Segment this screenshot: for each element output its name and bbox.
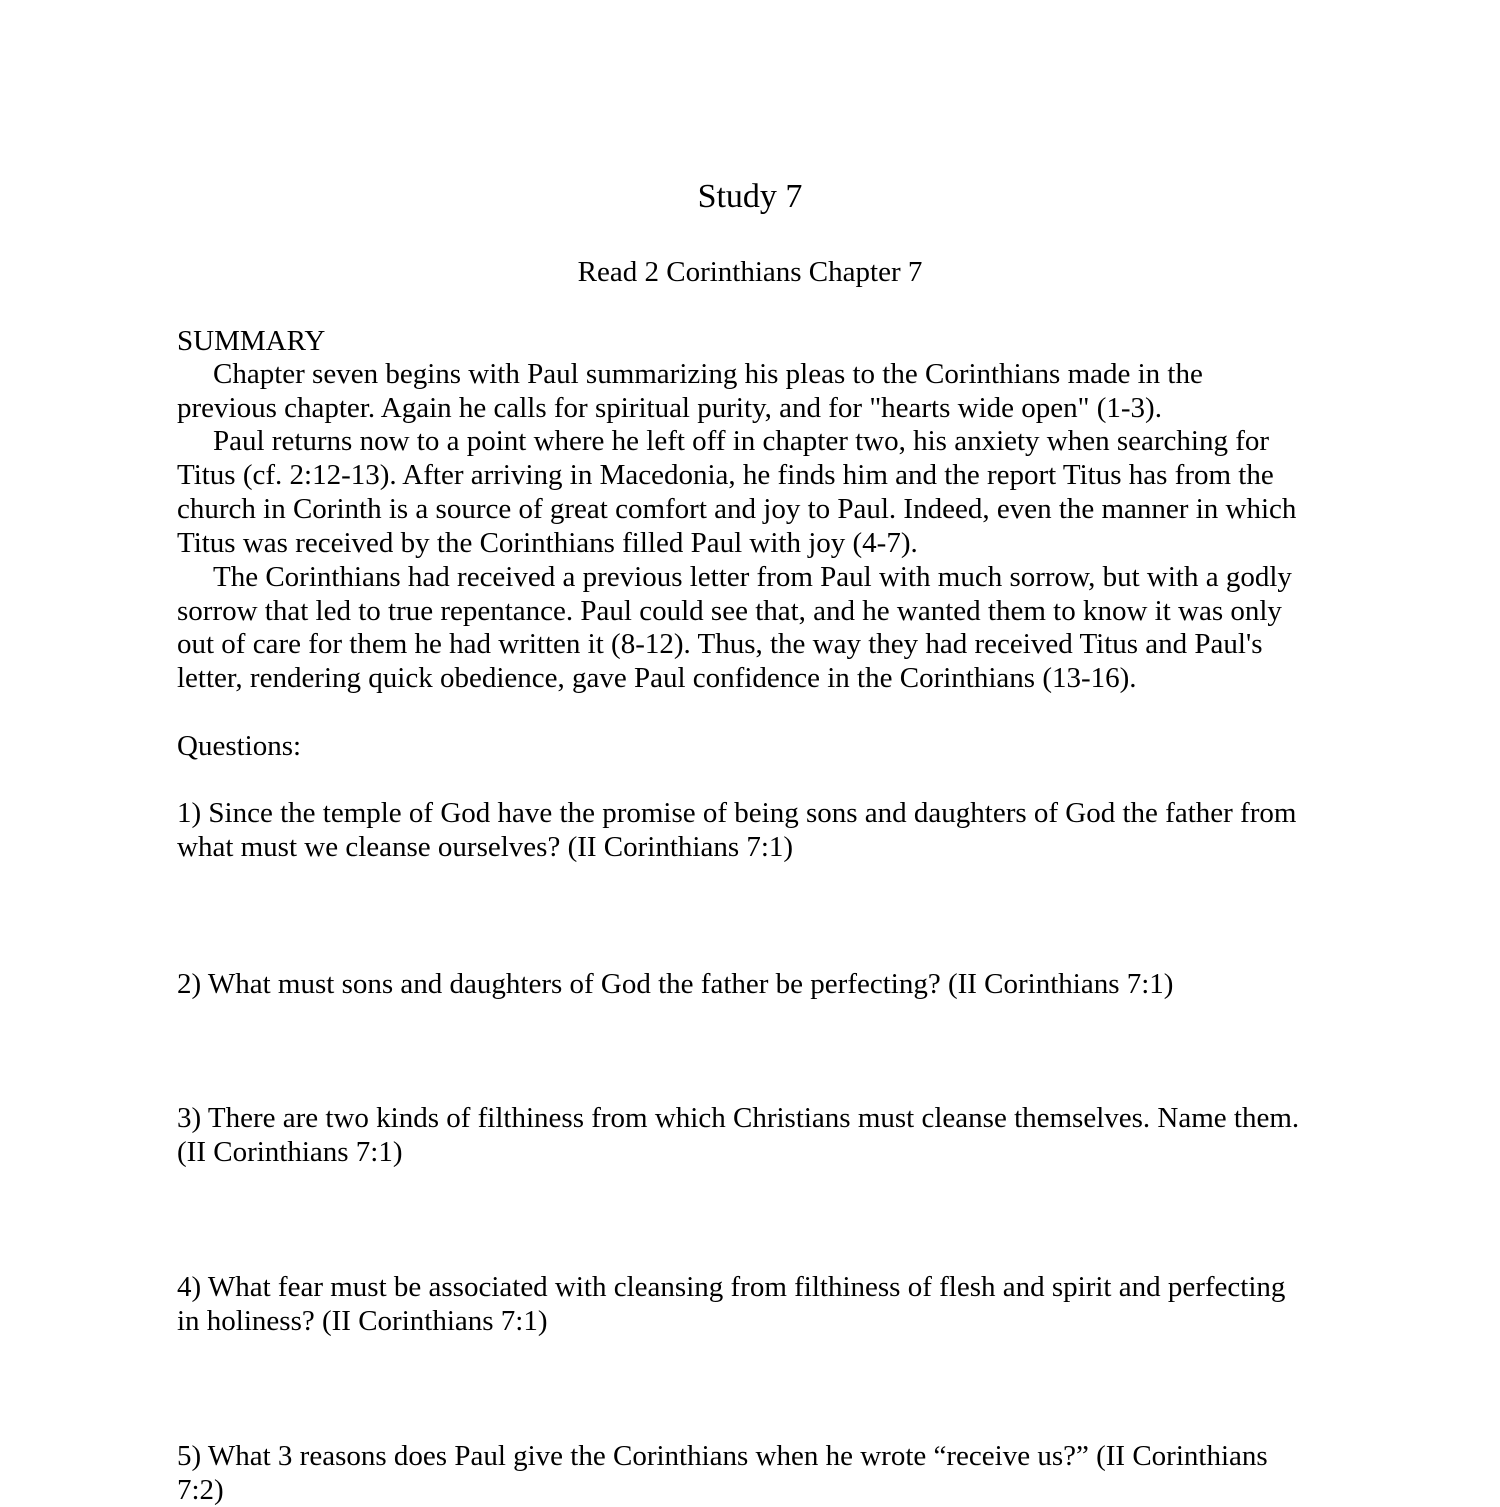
question-4: in holiness? (II Corinthians 7:1) — [177, 1305, 548, 1337]
summary-line: The Corinthians had received a previous letter from Paul with much sorrow, but with a godly — [213, 561, 1292, 593]
question-2: 2) What must sons and daughters of God the father be perfecting? (II Corinthians 7:1) — [177, 968, 1174, 1000]
summary-heading: SUMMARY — [177, 325, 326, 357]
summary-line: out of care for them he had written it (8-12). Thus, the way they had received Titus and Paul's — [177, 628, 1263, 660]
questions-heading: Questions: — [177, 730, 302, 762]
summary-line: church in Corinth is a source of great comfort and joy to Paul. Indeed, even the manner in which — [177, 493, 1297, 525]
question-3: 3) There are two kinds of filthiness from which Christians must cleanse themselves. Name them. — [177, 1102, 1300, 1134]
question-5: 5) What 3 reasons does Paul give the Corinthians when he wrote “receive us?” (II Corinthians — [177, 1440, 1268, 1472]
summary-line: Titus (cf. 2:12-13). After arriving in Macedonia, he finds him and the report Titus has from the — [177, 459, 1274, 491]
summary-line: Chapter seven begins with Paul summarizing his pleas to the Corinthians made in the — [213, 358, 1203, 390]
summary-line: sorrow that led to true repentance. Paul could see that, and he wanted them to know it was only — [177, 595, 1282, 627]
question-1: 1) Since the temple of God have the promise of being sons and daughters of God the father from — [177, 797, 1297, 829]
summary-line: Titus was received by the Corinthians filled Paul with joy (4-7). — [177, 527, 918, 559]
question-4: 4) What fear must be associated with cleansing from filthiness of flesh and spirit and perfecting — [177, 1271, 1286, 1303]
summary-line: previous chapter. Again he calls for spiritual purity, and for "hearts wide open" (1-3). — [177, 392, 1162, 424]
question-3: (II Corinthians 7:1) — [177, 1136, 403, 1168]
page-title: Study 7 — [697, 178, 803, 215]
question-5: 7:2) — [177, 1474, 224, 1506]
question-1: what must we cleanse ourselves? (II Corinthians 7:1) — [177, 831, 794, 863]
summary-line: letter, rendering quick obedience, gave Paul confidence in the Corinthians (13-16). — [177, 662, 1137, 694]
page-subtitle: Read 2 Corinthians Chapter 7 — [577, 256, 923, 288]
summary-line: Paul returns now to a point where he left off in chapter two, his anxiety when searching for — [213, 425, 1270, 457]
